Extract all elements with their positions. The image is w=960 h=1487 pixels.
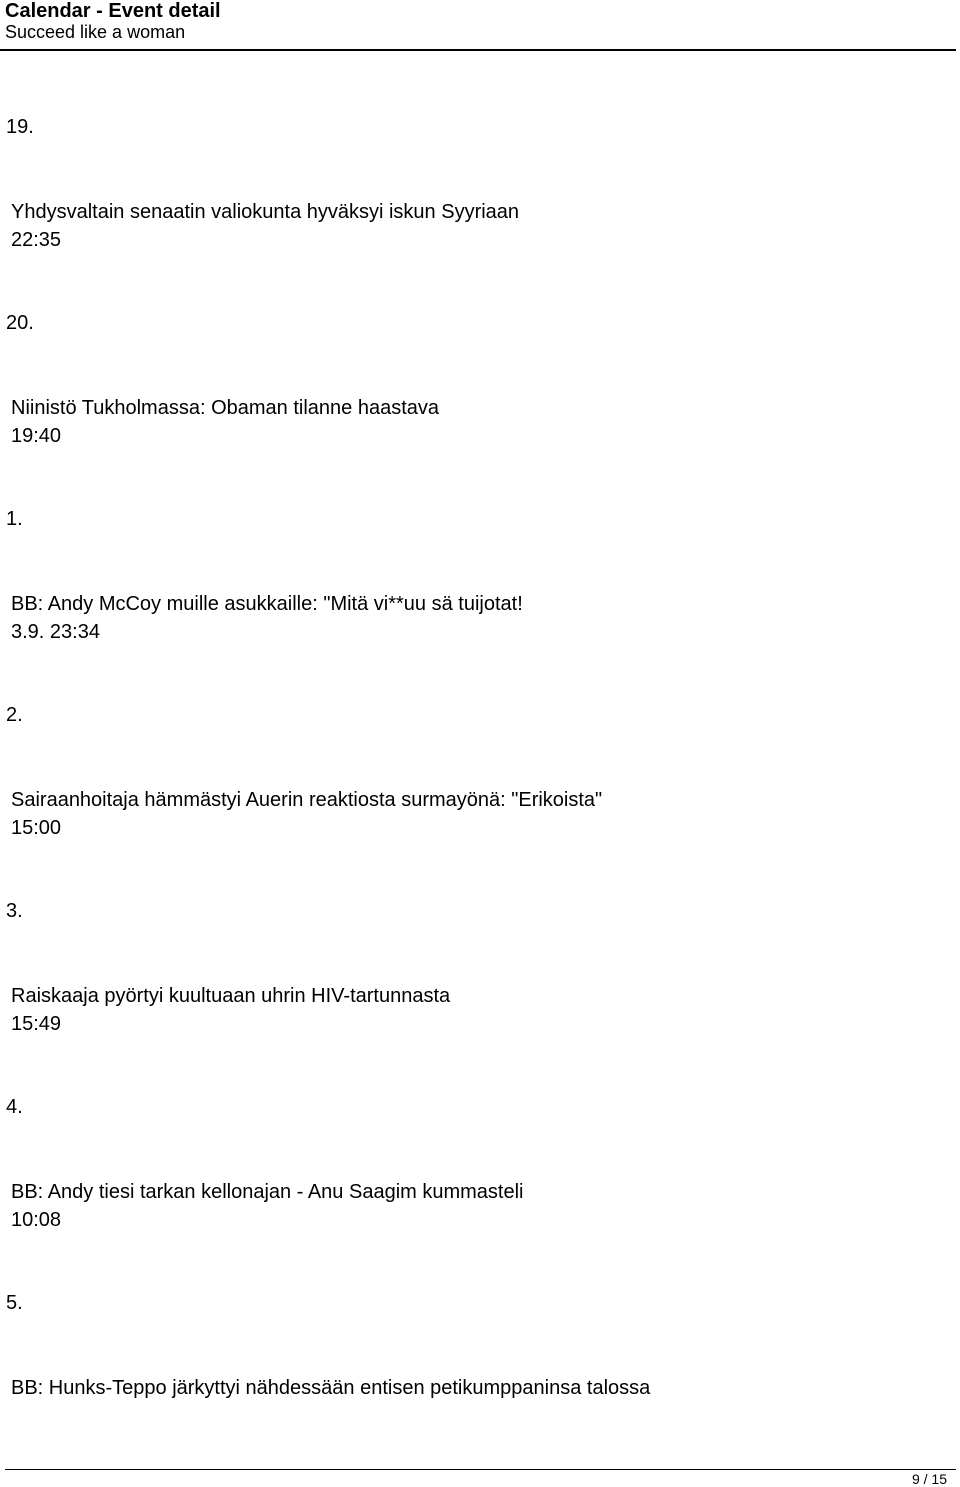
list-item xyxy=(0,1095,940,1235)
page-subtitle: Succeed like a woman xyxy=(5,22,186,42)
item-rank: 4. xyxy=(6,1096,23,1118)
item-headline[interactable]: Yhdysvaltain senaatin valiokunta hyväksyi iskun Syyriaan xyxy=(11,201,520,223)
list-item xyxy=(0,1291,940,1431)
item-time: 10:08 xyxy=(11,1209,62,1231)
page-title: Calendar - Event detail xyxy=(5,0,221,22)
item-rank: 1. xyxy=(6,508,23,530)
item-headline[interactable]: BB: Hunks-Teppo järkyttyi nähdessään entisen petikumppaninsa talossa xyxy=(11,1377,651,1399)
item-rank: 20. xyxy=(6,312,34,334)
list-item xyxy=(0,507,940,647)
page-header xyxy=(0,0,956,51)
list-item xyxy=(0,703,940,843)
item-time: 15:49 xyxy=(11,1013,62,1035)
list-item xyxy=(0,899,940,1039)
item-rank: 19. xyxy=(6,116,34,138)
item-headline[interactable]: Niinistö Tukholmassa: Obaman tilanne haastava xyxy=(11,397,440,419)
page-number: 9 / 15 xyxy=(911,1471,947,1487)
item-rank: 5. xyxy=(6,1292,23,1314)
list-item xyxy=(0,311,940,451)
item-headline[interactable]: BB: Andy McCoy muille asukkaille: "Mitä vi**uu sä tuijotat! xyxy=(11,593,523,615)
item-time: 22:35 xyxy=(11,229,62,251)
item-headline[interactable]: Sairaanhoitaja hämmästyi Auerin reaktiosta surmayönä: "Erikoista" xyxy=(11,789,603,811)
item-rank: 2. xyxy=(6,704,23,726)
footer-divider xyxy=(5,1469,956,1470)
item-rank: 3. xyxy=(6,900,23,922)
item-headline[interactable]: BB: Andy tiesi tarkan kellonajan - Anu Saagim kummasteli xyxy=(11,1181,524,1203)
list-item xyxy=(0,115,940,255)
item-time: 19:40 xyxy=(11,425,62,447)
item-time: 3.9. 23:34 xyxy=(11,621,100,643)
item-time: 15:00 xyxy=(11,817,62,839)
item-headline[interactable]: Raiskaaja pyörtyi kuultuaan uhrin HIV-tartunnasta xyxy=(11,985,451,1007)
